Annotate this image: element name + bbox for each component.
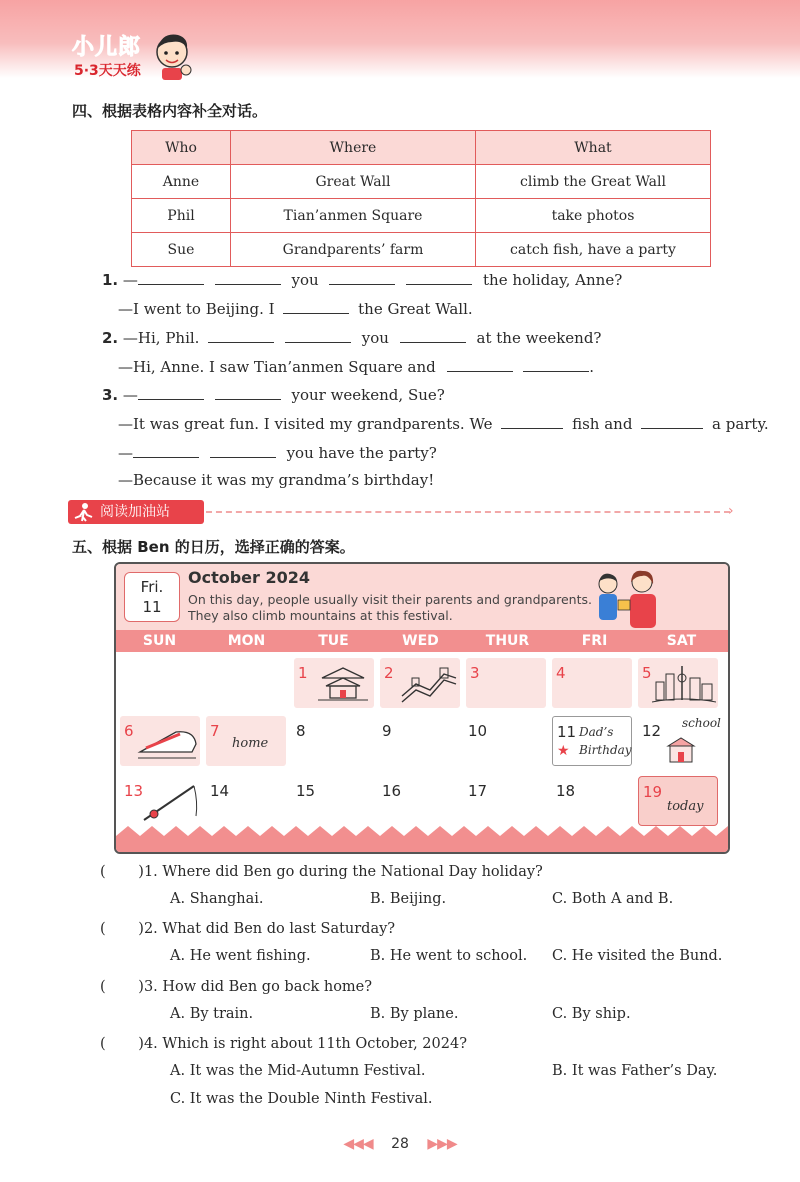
answer-blank[interactable] (133, 443, 199, 458)
question-3: ( )3. How did Ben go back home? (100, 979, 373, 995)
boy-mascot-icon (152, 30, 194, 80)
cell: catch fish, have a party (476, 233, 711, 267)
option-b[interactable]: B. He went to school. (370, 948, 528, 964)
question-2: ( )2. What did Ben do last Saturday? (100, 921, 396, 937)
star-icon: ★ (557, 743, 570, 759)
page-footer (0, 1136, 800, 1152)
weekday-label: SAT (666, 633, 697, 649)
calendar-cell: 9 (382, 722, 392, 740)
option-b[interactable]: B. Beijing. (370, 891, 447, 907)
cell: Tian’anmen Square (231, 199, 476, 233)
answer-blank[interactable] (641, 414, 703, 429)
calendar-cell: 5 (638, 658, 718, 708)
calendar-description: On this day, people usually visit their parents and grandparents. They also climb mountains at this festival. (188, 592, 592, 623)
cell: Great Wall (231, 165, 476, 199)
answer-blank[interactable] (400, 328, 466, 343)
answer-blank[interactable] (208, 328, 274, 343)
answer-blank[interactable] (501, 414, 563, 429)
option-c[interactable]: C. He visited the Bund. (552, 948, 723, 964)
answer-blank[interactable] (283, 299, 349, 314)
answer-slot[interactable] (110, 919, 138, 933)
answer-blank[interactable] (138, 385, 204, 400)
weekday-label: WED (402, 633, 439, 649)
calendar-date-card: Fri. 11 (124, 572, 180, 622)
school-building-icon (666, 736, 696, 764)
cell: Sue (132, 233, 231, 267)
calendar-cell: 10 (468, 722, 488, 740)
dialogue3-line2: —It was great fun. I visited my grandparents. We fish and a party. (118, 415, 769, 433)
calendar-cell: 14 (210, 782, 230, 800)
calendar-cell: 15 (296, 782, 316, 800)
col-who: Who (132, 131, 231, 165)
prev-arrows-icon: ◀◀◀ (343, 1136, 373, 1152)
calendar-month: October 2024 (188, 568, 311, 587)
calendar-cell: 12 school (638, 716, 718, 766)
calendar-cell: 7 home (206, 716, 286, 766)
calendar-cell: 18 (556, 782, 576, 800)
answer-slot[interactable] (110, 862, 138, 876)
cell: Phil (132, 199, 231, 233)
weekday-row (116, 630, 728, 652)
option-c[interactable]: C. By ship. (552, 1006, 631, 1022)
cell: take photos (476, 199, 711, 233)
info-table (131, 130, 711, 267)
table-row (132, 165, 711, 199)
calendar-cell: 11 Dad’s Birthday ★ (552, 716, 632, 766)
calendar-cell: 6 (120, 716, 200, 766)
answer-blank[interactable] (523, 357, 589, 372)
brand-subtitle: 5·3天天练 (74, 63, 141, 79)
answer-blank[interactable] (215, 270, 281, 285)
col-where: Where (231, 131, 476, 165)
weekday-label: TUE (318, 633, 349, 649)
section4-title: 四、根据表格内容补全对话。 (72, 102, 268, 120)
page-number: 28 (391, 1136, 409, 1152)
answer-blank[interactable] (285, 328, 351, 343)
brand-logo: 小儿郎 (72, 35, 142, 60)
cell: climb the Great Wall (476, 165, 711, 199)
calendar-cell: 1 (294, 658, 374, 708)
cell: Grandparents’ farm (231, 233, 476, 267)
answer-blank[interactable] (215, 385, 281, 400)
dialogue1-line1: 1. — you the holiday, Anne? (102, 271, 623, 289)
calendar-cell: 4 (552, 658, 632, 708)
runner-icon (72, 502, 94, 522)
table-header-row (132, 131, 711, 165)
train-icon (136, 726, 198, 762)
dialogue2-line2: —Hi, Anne. I saw Tian’anmen Square and . (118, 358, 595, 376)
city-skyline-icon (652, 664, 716, 704)
weekday-label: FRI (581, 633, 608, 649)
question-1: ( )1. Where did Ben go during the National Day holiday? (100, 864, 543, 880)
weekday-label: THUR (485, 633, 530, 649)
reading-banner: 阅读加油站 (68, 500, 204, 524)
col-what: What (476, 131, 711, 165)
weekday-label: SUN (142, 633, 177, 649)
calendar-cell-today: 19 today (638, 776, 718, 826)
dialogue3-line1: 3. — your weekend, Sue? (102, 386, 445, 404)
dialogue3-line3: — you have the party? (118, 444, 437, 462)
answer-blank[interactable] (406, 270, 472, 285)
question-4: ( )4. Which is right about 11th October, 2024? (100, 1036, 467, 1052)
answer-blank[interactable] (210, 443, 276, 458)
calendar-zigzag-edge (116, 826, 728, 852)
calendar (114, 562, 730, 854)
calendar-cell: 8 (296, 722, 306, 740)
cell: Anne (132, 165, 231, 199)
table-row (132, 233, 711, 267)
answer-blank[interactable] (447, 357, 513, 372)
section5-title: 五、根据 Ben 的日历，选择正确的答案。 (72, 538, 355, 556)
arrow-right-icon: › (728, 503, 734, 519)
weekday-label: MON (227, 633, 266, 649)
calendar-cell: 17 (468, 782, 488, 800)
option-b[interactable]: B. It was Father’s Day. (552, 1063, 718, 1079)
option-a[interactable]: A. By train. (170, 1006, 254, 1022)
answer-slot[interactable] (110, 977, 138, 991)
dialogue3-line4: —Because it was my grandma’s birthday! (118, 471, 435, 489)
option-c[interactable]: C. It was the Double Ninth Festival. (170, 1091, 433, 1107)
option-a[interactable]: A. Shanghai. (170, 891, 264, 907)
option-a[interactable]: A. It was the Mid-Autumn Festival. (170, 1063, 426, 1079)
calendar-cell: 13 (120, 776, 200, 826)
temple-icon (316, 662, 370, 704)
calendar-cell: 16 (382, 782, 402, 800)
calendar-cell: 3 (466, 658, 546, 708)
answer-blank[interactable] (138, 270, 204, 285)
option-b[interactable]: B. By plane. (370, 1006, 459, 1022)
dialogue1-line2: —I went to Beijing. I the Great Wall. (118, 300, 473, 318)
family-illustration-icon (586, 566, 676, 630)
option-a[interactable]: A. He went fishing. (170, 948, 311, 964)
great-wall-icon (400, 662, 458, 704)
banner-divider (206, 511, 730, 513)
fishing-rod-icon (140, 782, 200, 824)
table-row (132, 199, 711, 233)
calendar-cell: 2 (380, 658, 460, 708)
answer-slot[interactable] (110, 1034, 138, 1048)
dialogue2-line1: 2. —Hi, Phil. you at the weekend? (102, 329, 602, 347)
option-c[interactable]: C. Both A and B. (552, 891, 674, 907)
answer-blank[interactable] (329, 270, 395, 285)
next-arrows-icon: ▶▶▶ (427, 1136, 457, 1152)
